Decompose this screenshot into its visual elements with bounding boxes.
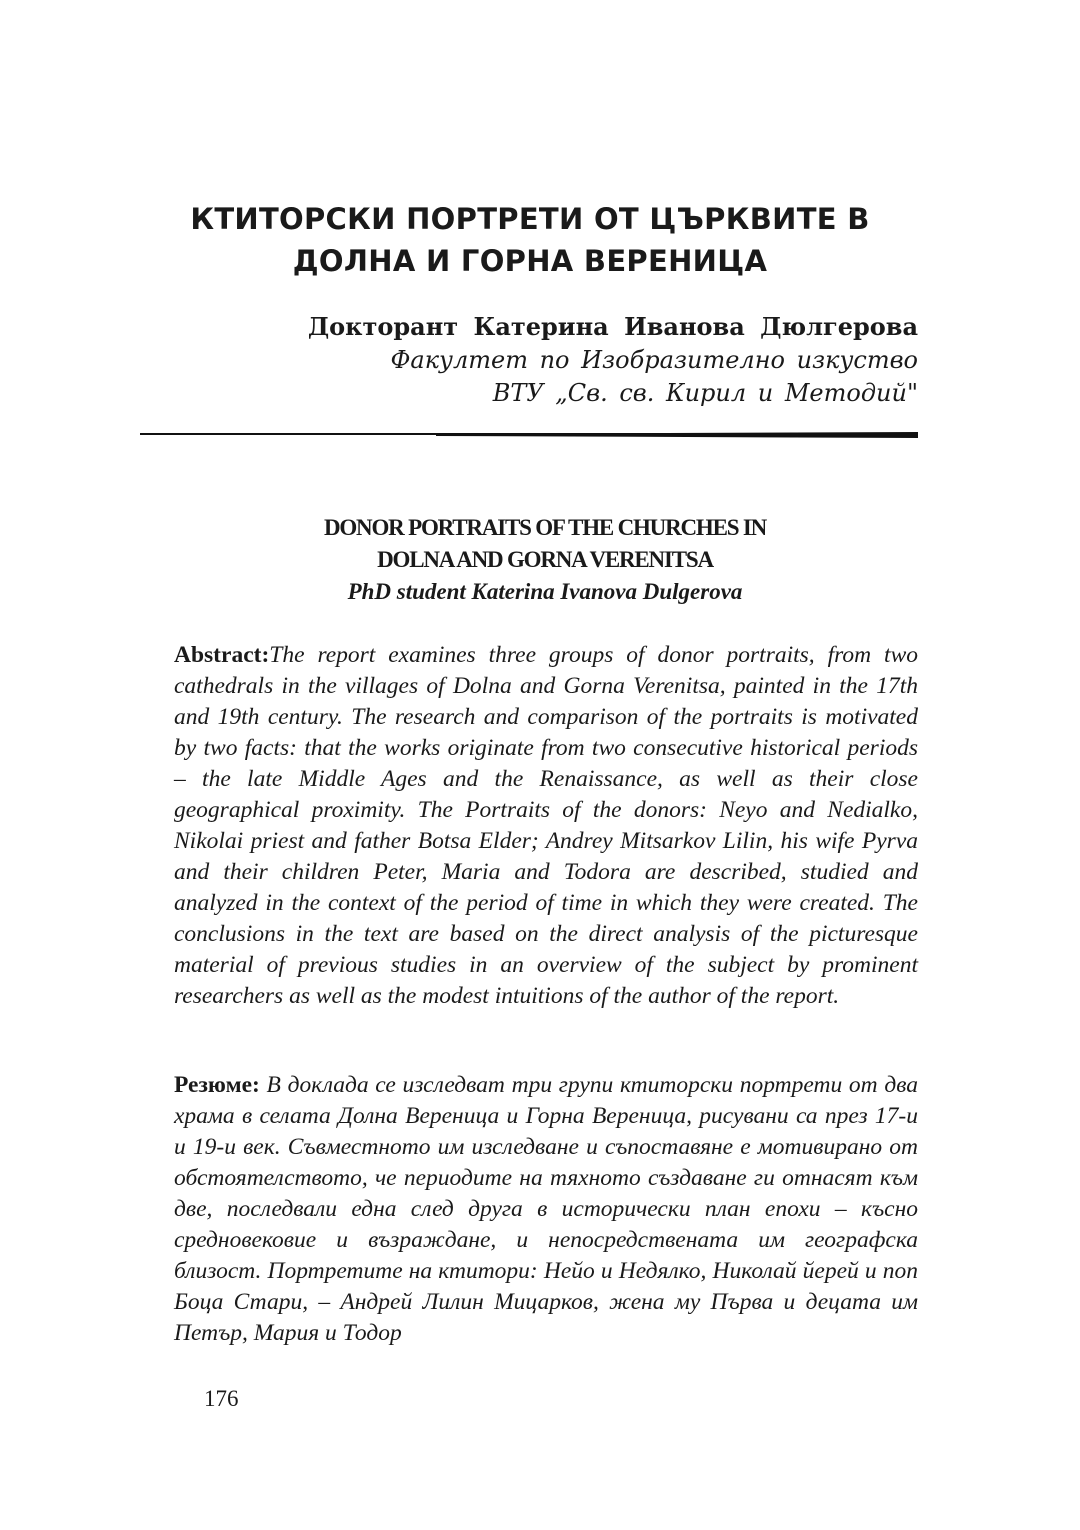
header-divider <box>140 432 918 438</box>
author-name: Докторант Катерина Иванова Дюлгерова <box>307 312 918 341</box>
english-author: PhD student Katerina Ivanova Dulgerova <box>347 579 743 604</box>
author-university: ВТУ „Св. св. Кирил и Методий" <box>492 379 918 407</box>
abstract-label: Abstract: <box>174 642 270 668</box>
title-line-1: КТИТОРСКИ ПОРТРЕТИ ОТ ЦЪРКВИТЕ В <box>190 202 870 236</box>
resume-paragraph <box>174 1070 918 1349</box>
resume-text: В доклада се изследват три групи ктиторски портрети от два храма в селата Долна Вереница и Горна Вереница, рисувани са през 17-и и 19-и век. Съвместното им изследване и съпоставяне е мотивирано от обстоятелството, че периодите на тяхното създаване ги отнасят към две, последвали една след друга в исторически план епохи – късно средновековие и възраждане, и непосредствената им географска близост. Портретите на ктитори: Нейо и Недялко, Николай йерей и поп Боца Стари, – Андрей Лилин Мицарков, жена му Първа и децата им Петър, Мария и Тодор <box>174 1072 919 1346</box>
author-faculty: Факултет по Изобразително изкуство <box>390 346 918 374</box>
author-block <box>218 310 918 410</box>
abstract-paragraph <box>174 640 918 1012</box>
resume-label: Резюме: <box>174 1072 260 1098</box>
english-heading <box>140 512 950 608</box>
english-title-line-2: DOLNA AND GORNA VERENITSA <box>377 547 713 572</box>
title-line-2: ДОЛНА И ГОРНА ВЕРЕНИЦА <box>292 244 768 278</box>
page-number: 176 <box>204 1386 239 1411</box>
article-title <box>140 198 920 282</box>
english-title-line-1: DONOR PORTRAITS OF THE CHURCHES IN <box>323 515 767 540</box>
abstract-text: The report examines three groups of donor portraits, from two cathedrals in the villages of Dolna and Gorna Verenitsa, painted in the 17th and 19th century. The research and comparison of the portraits is motivated by two facts: that the works originate from two consecutive historical periods – the late Middle Ages and the Renaissance, as well as their close geographical proximity. The Portraits of the donors: Neyo and Nedialko, Nikolai priest and father Botsa Elder; Andrey Mitsarkov Lilin, his wife Pyrva and their children Peter, Maria and Todora are described, studied and analyzed in the context of the period of time in which they were created. The conclusions in the text are based on the direct analysis of the picturesque material of previous studies in an overview of the subject by prominent researchers as well as the modest intuitions of the author of the report. <box>174 642 918 1009</box>
